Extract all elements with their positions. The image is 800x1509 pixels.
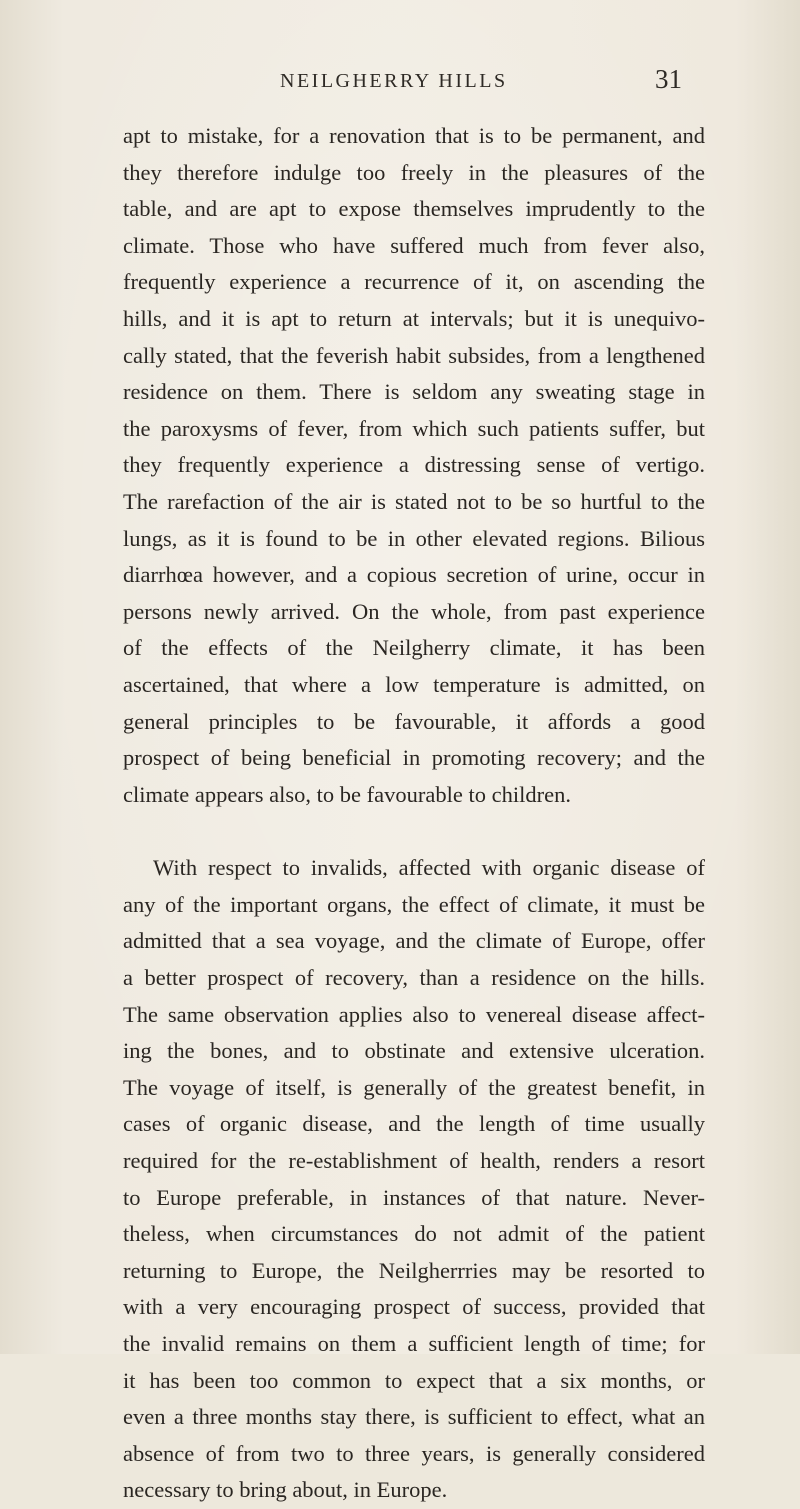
page-number: 31 (655, 64, 682, 94)
text-line: they frequently experience a distressing sense of vertigo. (123, 452, 705, 478)
text-line: residence on them. There is seldom any sweating stage in (123, 379, 705, 405)
text-line: The rarefaction of the air is stated not to be so hurtful to the (123, 488, 705, 514)
text-line: apt to mistake, for a renovation that is to be permanent, and (123, 123, 705, 148)
text-line: to Europe preferable, in instances of that nature. Never- (123, 1184, 705, 1210)
text-line: hills, and it is apt to return at intervals; but it is unequivo- (123, 305, 705, 331)
text-line: of the effects of the Neilgherry climate, it has been (123, 635, 705, 661)
text-line: a better prospect of recovery, than a residence on the hills. (123, 965, 705, 991)
text-line: the invalid remains on them a sufficient length of time; for (123, 1331, 705, 1356)
text-line: any of the important organs, the effect of climate, it must be (123, 891, 705, 917)
paragraph-gap (123, 813, 705, 850)
text-line: absence of from two to three years, is generally considered (123, 1440, 705, 1466)
text-line: necessary to bring about, in Europe. (123, 1477, 448, 1503)
text-line: cases of organic disease, and the length of time usually (123, 1111, 705, 1137)
text-line: With respect to invalids, affected with organic disease of (153, 855, 705, 881)
paragraph (123, 850, 705, 1509)
text-line: climate. Those who have suffered much from fever also, (123, 232, 705, 258)
text-line: ing the bones, and to obstinate and extensive ulceration. (123, 1038, 705, 1064)
text-line: prospect of being beneficial in promoting recovery; and the (123, 745, 705, 771)
running-head: NEILGHERRY HILLS (280, 70, 508, 92)
page-header (0, 64, 800, 106)
text-line: required for the re-establishment of health, renders a resort (123, 1148, 705, 1174)
text-line: it has been too common to expect that a six months, or (123, 1367, 705, 1393)
text-line: they therefore indulge too freely in the pleasures of the (123, 159, 705, 185)
text-line: even a three months stay there, is sufficient to effect, what an (123, 1404, 705, 1430)
text-line: climate appears also, to be favourable to children. (123, 781, 571, 807)
text-line: table, and are apt to expose themselves imprudently to the (123, 196, 705, 222)
paragraph (123, 118, 705, 813)
text-line: general principles to be favourable, it affords a good (123, 708, 705, 734)
text-line: theless, when circumstances do not admit of the patient (123, 1221, 705, 1247)
body-text (123, 118, 705, 1509)
text-line: cally stated, that the feverish habit subsides, from a lengthened (123, 342, 705, 368)
text-line: admitted that a sea voyage, and the climate of Europe, offer (123, 928, 705, 954)
text-line: The voyage of itself, is generally of the greatest benefit, in (123, 1074, 705, 1100)
text-line: lungs, as it is found to be in other elevated regions. Bilious (123, 525, 705, 551)
text-line: diarrhœa however, and a copious secretion of urine, occur in (123, 562, 705, 588)
text-line: frequently experience a recurrence of it, on ascending the (123, 269, 705, 295)
text-line: persons newly arrived. On the whole, from past experience (123, 598, 705, 624)
text-line: ascertained, that where a low temperature is admitted, on (123, 671, 705, 697)
text-line: The same observation applies also to venereal disease affect- (123, 1001, 705, 1027)
text-line: the paroxysms of fever, from which such patients suffer, but (123, 415, 705, 441)
text-line: returning to Europe, the Neilgherrries may be resorted to (123, 1257, 705, 1283)
text-line: with a very encouraging prospect of success, provided that (123, 1294, 705, 1320)
